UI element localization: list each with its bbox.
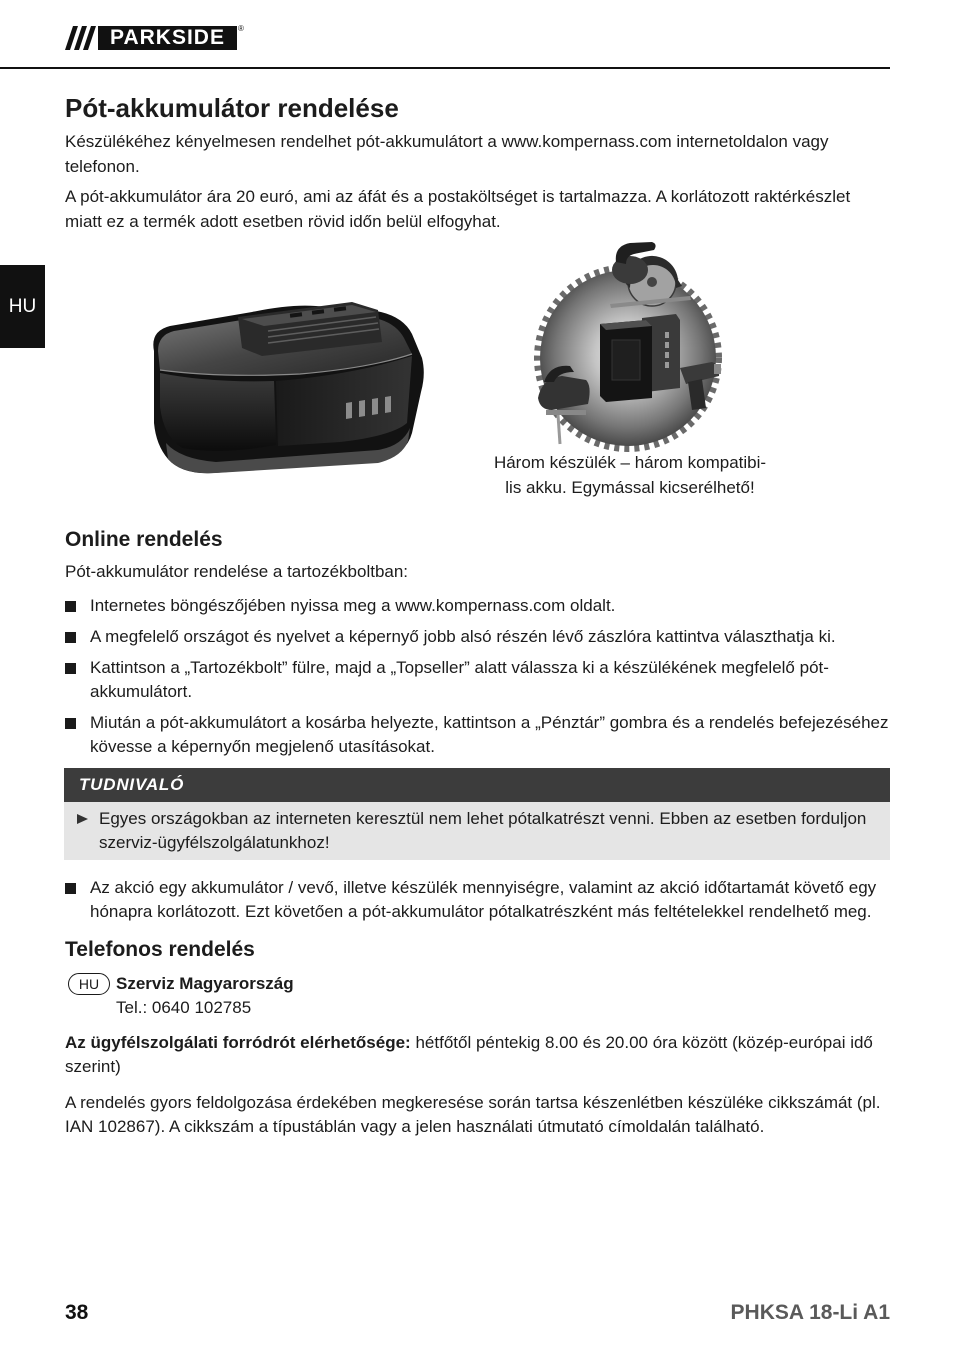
phone-order-heading: Telefonos rendelés [65,937,255,961]
bullet-square-icon [65,663,76,674]
battery-graphic [600,314,680,402]
bullet-square-icon [65,632,76,643]
list-item [65,656,890,705]
online-order-steps [65,594,890,760]
page-content [65,92,890,1140]
figure-row [65,234,890,500]
logo-wordmark [98,26,237,50]
page-number: 38 [65,1301,89,1324]
model-name: PHKSA 18-Li A1 [730,1301,890,1324]
figure-caption [480,451,780,500]
registered-mark: ® [238,24,244,33]
price-paragraph: A pót-akkumulátor ára 20 euró, ami az áfát és a postaköltséget is tartalmazza. A korlátozott raktérkészlet miatt ez a termék adott esetben rövid időn belül elfogyhat. [65,187,851,231]
bullet-square-icon [65,718,76,729]
intro-paragraph: Készülékéhez kényelmesen rendelhet pót-akkumulátort a www.kompernass.com internetoldalon vagy telefonon. [65,132,829,176]
notice-label: TUDNIVALÓ [64,768,890,802]
service-phone: Tel.: 0640 102785 [116,998,252,1018]
page-title: Pót-akkumulátor rendelése [65,93,399,123]
list-item [65,876,890,925]
list-item-text: Miután a pót-akkumulátort a kosárba helyezte, kattintson a „Pénztár” gombra és a rendelés befejezéséhez kövesse a képernyőn megjelenő utasításokat. [90,712,889,757]
hotline-hours-text: hétfőtől péntekig 8.00 és 20.00 óra között (közép-európai idő szerint) [65,1032,873,1077]
page-footer [65,1300,890,1326]
brand-name: PARKSIDE [110,26,225,49]
parkside-logo [65,26,255,50]
notice-text: Egyes országokban az interneten keresztül nem lehet pótalkatrészt venni. Ebben az esetben forduljon szerviz-ügyfélszolgálatunkhoz! [99,808,867,853]
list-item [65,711,890,760]
service-contact [65,972,890,1021]
country-badge: HU [68,973,110,995]
list-item-text: Kattintson a „Tartozékbolt” fülre, majd a „Topseller” alatt válassza ki a készülékének megfelelő pót-akkumulátort. [90,657,829,702]
notice-body [64,802,890,860]
list-item [65,625,890,650]
item-number-note: A rendelés gyors feldolgozása érdekében megkeresése során tartsa készenlétben készüléke cikkszámát (pl. IAN 102867). A cikkszám a típustáblán vagy a jelen használati útmutató címoldalán található. [65,1092,881,1137]
list-item [65,594,890,619]
caption-line: Három készülék – három kompatibi- [493,453,767,472]
battery-pack-image [140,295,425,475]
language-tab [0,265,45,348]
list-item-text: A megfelelő országot és nyelvet a képernyő jobb alsó részén lévő zászlóra kattintva választhatja ki. [90,626,836,646]
language-tab-label: HU [8,296,37,317]
online-order-intro: Pót-akkumulátor rendelése a tartozékboltban: [65,562,409,581]
offer-limit-list [65,876,890,925]
three-tools-compatibility-image [530,240,726,454]
notice-box [64,768,890,860]
caption-line: lis akku. Egymással kicserélhető! [505,477,755,497]
online-order-heading: Online rendelés [65,528,223,551]
bullet-square-icon [65,601,76,612]
header-divider [0,67,890,69]
service-name: Szerviz Magyarország [116,973,294,993]
bullet-square-icon [65,883,76,894]
arrow-right-icon [77,814,88,824]
logo-slashes-icon [65,26,97,50]
list-item-text: Internetes böngészőjében nyissa meg a www.kompernass.com oldalt. [90,596,616,615]
hotline-hours-label: Az ügyfélszolgálati forródrót elérhetősége: [65,1032,411,1052]
list-item-text: Az akció egy akkumulátor / vevő, illetve készülék mennyiségre, valamint az akció időtartamát követő egy hónapra korlátozott. Ezt követően a pót-akkumulátor pótalkatrészként más feltételekkel rendelhető meg. [90,877,877,922]
hotline-hours [65,1031,890,1080]
